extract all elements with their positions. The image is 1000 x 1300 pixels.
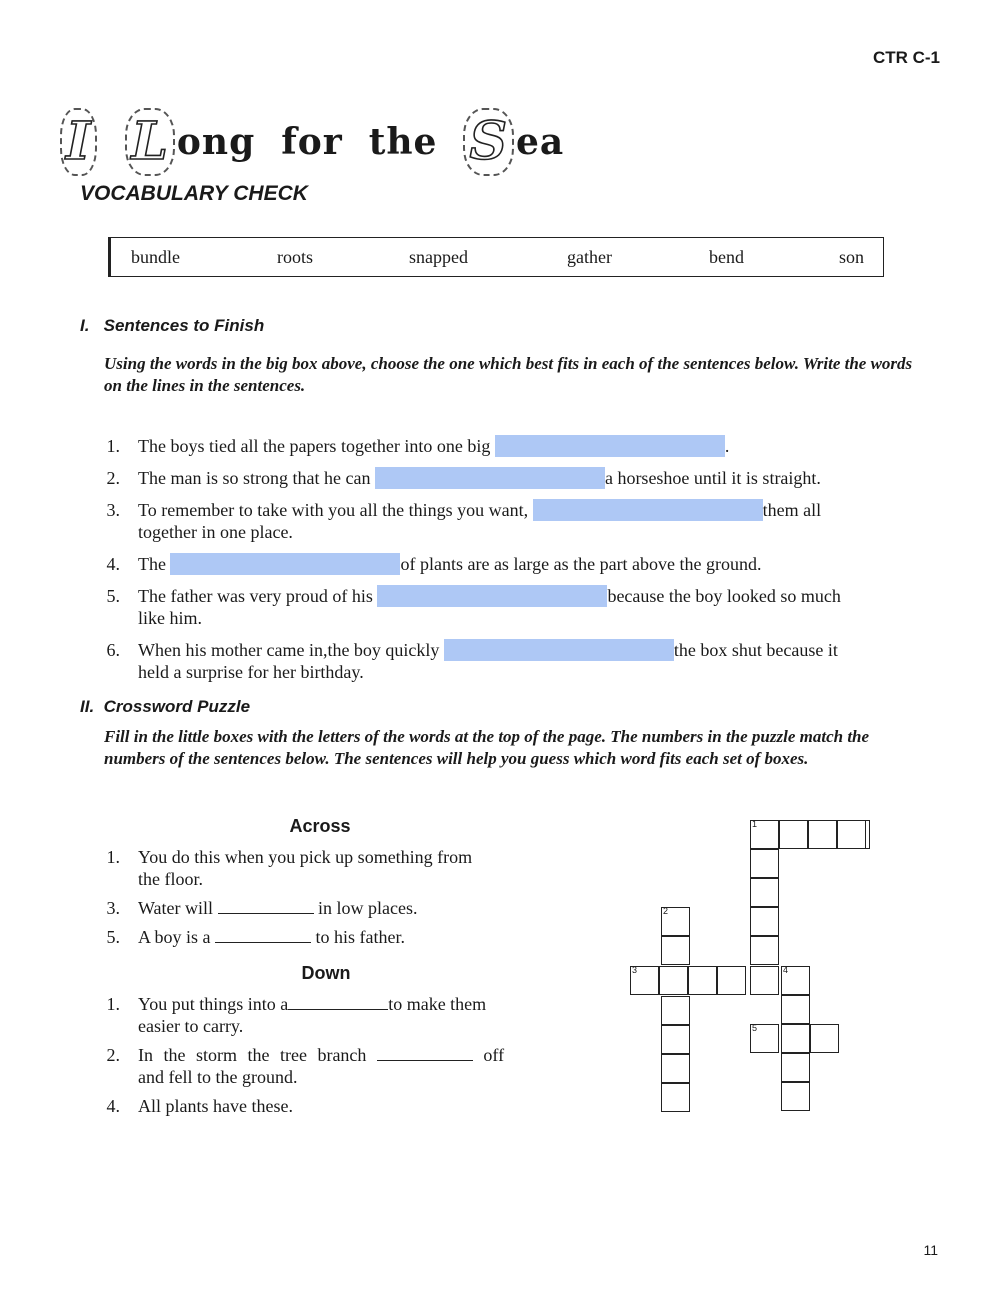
clue-text: to his father. [315, 927, 405, 947]
ornate-initial-l: L [125, 108, 175, 176]
sentence-number: 2. [106, 468, 120, 488]
title-word-4: the [368, 121, 438, 163]
section-1-title: Sentences to Finish [103, 316, 265, 335]
sentence-text: The man is so strong that he can [138, 468, 371, 488]
sentence-number: 5. [106, 586, 120, 606]
crossword-cell[interactable] [750, 936, 779, 965]
clue-blank [218, 899, 314, 914]
title-word-5-rest: ea [516, 121, 565, 163]
page-title [60, 102, 590, 182]
sentence-text: the box shut because it [673, 640, 838, 660]
answer-blank-5[interactable] [377, 585, 607, 607]
word-box-item: bend [709, 247, 744, 267]
clue-number: 4. [106, 1096, 120, 1116]
clue-text: easier to carry. [138, 1016, 244, 1036]
clue-text: In the storm the tree branch [138, 1045, 367, 1065]
clue-blank [288, 995, 388, 1010]
crossword-cell[interactable] [661, 1054, 690, 1083]
section-1-instructions: Using the words in the big box above, choose the one which best fits in each of the sentences below. Write the words on the lines in the sentences. [104, 354, 913, 395]
clue-number: 3. [106, 898, 120, 918]
sentence-text: To remember to take with you all the things you want, [138, 500, 529, 520]
answer-blank-4[interactable] [170, 553, 400, 575]
sentence-text: a horseshoe until it is straight. [604, 468, 821, 488]
sentence-6 [100, 639, 930, 683]
sentence-4 [100, 553, 930, 575]
sentence-5 [100, 585, 930, 629]
title-word-5 [463, 108, 564, 176]
crossword-cell[interactable] [750, 820, 779, 849]
clue-number: 2. [106, 1045, 120, 1065]
crossword-cell[interactable] [630, 966, 659, 995]
sentence-text: of plants are as large as the part above the ground. [400, 554, 762, 574]
across-clue-3 [100, 897, 550, 919]
across-clue-1 [100, 846, 550, 890]
crossword-cell[interactable] [781, 1053, 810, 1082]
across-heading: Across [289, 816, 351, 836]
clue-blank [215, 928, 311, 943]
clue-text: All plants have these. [138, 1096, 293, 1116]
across-clue-5 [100, 926, 550, 948]
sentence-text: . [724, 436, 730, 456]
cell-number: 1 [752, 819, 758, 829]
word-box [108, 237, 884, 277]
crossword-cell[interactable] [808, 820, 837, 849]
clue-text: You put things into a [138, 994, 289, 1014]
clue-text: A boy is a [138, 927, 211, 947]
section-2-number: II. [80, 697, 95, 716]
crossword-cell-edge [866, 820, 870, 849]
crossword-cell[interactable] [779, 820, 808, 849]
down-heading: Down [301, 963, 351, 983]
crossword-cell[interactable] [750, 1024, 779, 1053]
sentence-1 [100, 435, 930, 457]
sentence-text: because the boy looked so much [607, 586, 841, 606]
title-word-2-rest: ong [176, 121, 256, 163]
down-clue-4 [100, 1095, 550, 1117]
crossword-cell[interactable] [781, 1024, 810, 1053]
answer-blank-1[interactable] [495, 435, 725, 457]
crossword-cell[interactable] [661, 996, 690, 1025]
cell-number: 4 [783, 965, 789, 975]
section-2-heading [80, 697, 250, 717]
crossword-cell[interactable] [661, 907, 690, 936]
word-box-item: son [839, 247, 865, 267]
sentence-text: them all [762, 500, 822, 520]
sentence-2 [100, 467, 930, 489]
sentence-text: held a surprise for her birthday. [138, 662, 364, 682]
word-box-item: gather [567, 247, 612, 267]
answer-blank-3[interactable] [533, 499, 763, 521]
clue-number: 1. [106, 994, 120, 1014]
crossword-cell[interactable] [661, 1025, 690, 1054]
crossword-cell[interactable] [781, 966, 810, 995]
crossword-cell[interactable] [688, 966, 717, 995]
clue-number: 1. [106, 847, 120, 867]
crossword-cell[interactable] [750, 966, 779, 995]
sentence-number: 4. [106, 554, 120, 574]
worksheet-code: CTR C-1 [872, 48, 940, 67]
sentence-text: The father was very proud of his [138, 586, 373, 606]
clue-text: You do this when you pick up something from [138, 847, 473, 867]
ornate-initial-i: I [60, 108, 97, 176]
sentence-text: The boys tied all the papers together into one big [138, 436, 491, 456]
crossword-cell[interactable] [781, 995, 810, 1024]
crossword-cell[interactable] [750, 878, 779, 907]
word-box-item: roots [277, 247, 313, 267]
section-2-title: Crossword Puzzle [103, 697, 251, 716]
clue-text: to make them [388, 994, 487, 1014]
down-clue-1 [100, 993, 550, 1037]
sentence-text: together in one place. [138, 522, 293, 542]
sentence-3 [100, 499, 930, 543]
cell-number: 5 [752, 1023, 758, 1033]
sentence-text: When his mother came in,the boy quickly [138, 640, 440, 660]
section-1-number: I. [80, 316, 90, 335]
sentence-number: 1. [106, 436, 120, 456]
crossword-cell[interactable] [661, 1083, 690, 1112]
vocabulary-heading: VOCABULARY CHECK [80, 182, 308, 205]
ornate-initial-s: S [463, 108, 514, 176]
sentence-number: 3. [106, 500, 120, 520]
sentence-text: like him. [138, 608, 202, 628]
sentence-number: 6. [106, 640, 120, 660]
title-word-1 [60, 108, 99, 176]
cell-number: 2 [663, 906, 669, 916]
clue-text: off [483, 1045, 505, 1065]
clue-text: the floor. [138, 869, 203, 889]
crossword-cell[interactable] [750, 907, 779, 936]
clue-number: 5. [106, 927, 120, 947]
clue-blank [377, 1046, 473, 1061]
answer-blank-2[interactable] [375, 467, 605, 489]
crossword-cell[interactable] [661, 936, 690, 965]
clue-text: in low places. [318, 898, 418, 918]
crossword-cell[interactable] [781, 1082, 810, 1111]
crossword-cell[interactable] [659, 966, 688, 995]
crossword-cell[interactable] [810, 1024, 839, 1053]
answer-blank-6[interactable] [444, 639, 674, 661]
clue-text: and fell to the ground. [138, 1067, 298, 1087]
word-box-item: snapped [409, 247, 468, 267]
crossword-cell[interactable] [750, 849, 779, 878]
section-1-heading [80, 316, 264, 336]
down-clue-2 [100, 1044, 550, 1088]
title-word-3: for [281, 121, 343, 163]
sentence-text: The [138, 554, 166, 574]
section-2-instructions: Fill in the little boxes with the letters of the words at the top of the page. The numbers in the puzzle match the numbers of the sentences below. The sentences will help you guess which word fits each set of boxes. [104, 727, 870, 768]
page-number: 11 [923, 1242, 938, 1258]
crossword-cell[interactable] [837, 820, 866, 849]
cell-number: 3 [632, 965, 638, 975]
title-word-2 [125, 108, 255, 176]
word-box-item: bundle [131, 247, 180, 267]
clue-text: Water will [138, 898, 214, 918]
crossword-cell[interactable] [717, 966, 746, 995]
